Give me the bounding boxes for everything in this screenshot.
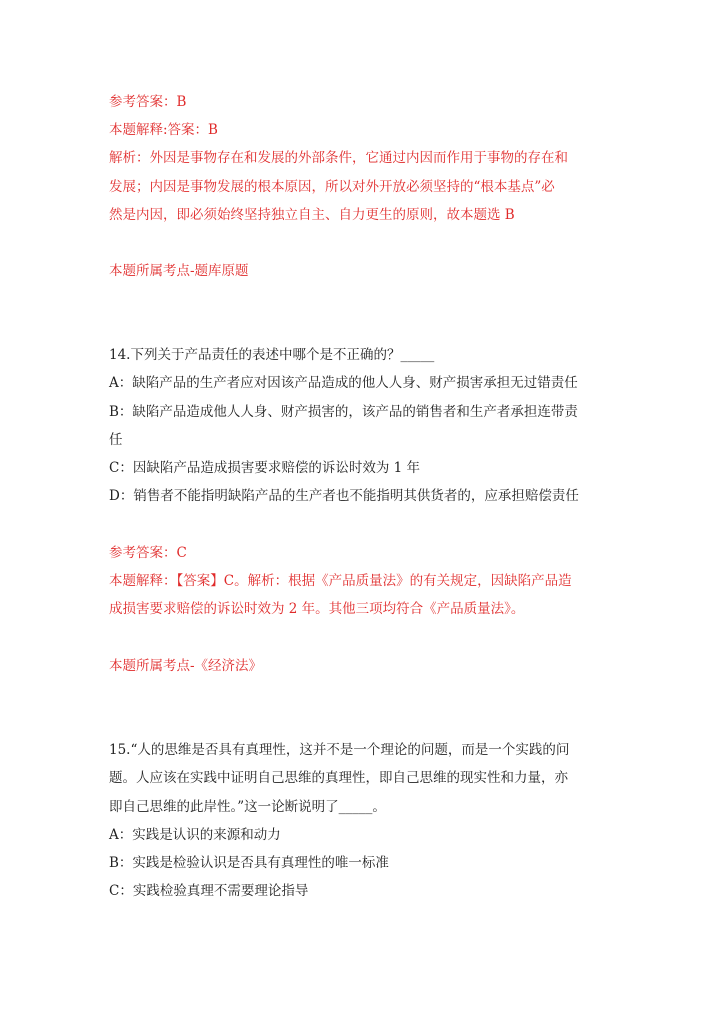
prev-topic: 本题所属考点-题库原题 (109, 263, 249, 279)
prev-analysis-line-1: 解析：外因是事物存在和发展的外部条件，它通过内因而作用于事物的存在和 (109, 150, 568, 166)
q15-option-b: B：实践是检验认识是否具有真理性的唯一标准 (109, 855, 389, 871)
q15-option-c: C：实践检验真理不需要理论指导 (109, 883, 309, 899)
prev-analysis-line-3: 然是内因，即必须始终坚持独立自主、自力更生的原则，故本题选 B (109, 207, 515, 223)
q14-explanation-line-2: 成损害要求赔偿的诉讼时效为 2 年。其他三项均符合《产品质量法》。 (109, 601, 525, 617)
q15-stem-line-2: 题。人应该在实践中证明自己思维的真理性，即自己思维的现实性和力量，亦 (109, 770, 568, 786)
q14-option-a: A：缺陷产品的生产者应对因该产品造成的他人人身、财产损害承担无过错责任 (109, 375, 578, 391)
q14-option-d: D：销售者不能指明缺陷产品的生产者也不能指明其供货者的，应承担赔偿责任 (109, 488, 579, 504)
prev-analysis-line-2: 发展；内因是事物发展的根本原因，所以对外开放必须坚持的“根本基点”必 (109, 179, 555, 195)
q14-option-b: B：缺陷产品造成他人人身、财产损害的，该产品的销售者和生产者承担连带责 (109, 404, 578, 420)
q14-explanation-line-1: 本题解释：【答案】C。解析：根据《产品质量法》的有关规定，因缺陷产品造 (109, 573, 572, 589)
q14-option-c: C：因缺陷产品造成损害要求赔偿的诉讼时效为 1 年 (109, 460, 421, 476)
q15-stem-line-1: 15.“人的思维是否具有真理性，这并不是一个理论的问题，而是一个实践的问 (109, 742, 570, 758)
prev-explanation-label: 本题解释:答案：B (109, 122, 218, 138)
q14-ref-answer: 参考答案：C (109, 545, 187, 561)
q15-option-a: A：实践是认识的来源和动力 (109, 827, 281, 843)
q14-topic: 本题所属考点-《经济法》 (109, 658, 263, 674)
q14-stem: 14.下列关于产品责任的表述中哪个是不正确的？_____ (109, 347, 435, 363)
q15-stem-line-3: 即自己思维的此岸性。”这一论断说明了_____。 (109, 799, 386, 815)
q14-option-b-cont: 任 (109, 432, 123, 448)
prev-ref-answer: 参考答案：B (109, 94, 187, 110)
